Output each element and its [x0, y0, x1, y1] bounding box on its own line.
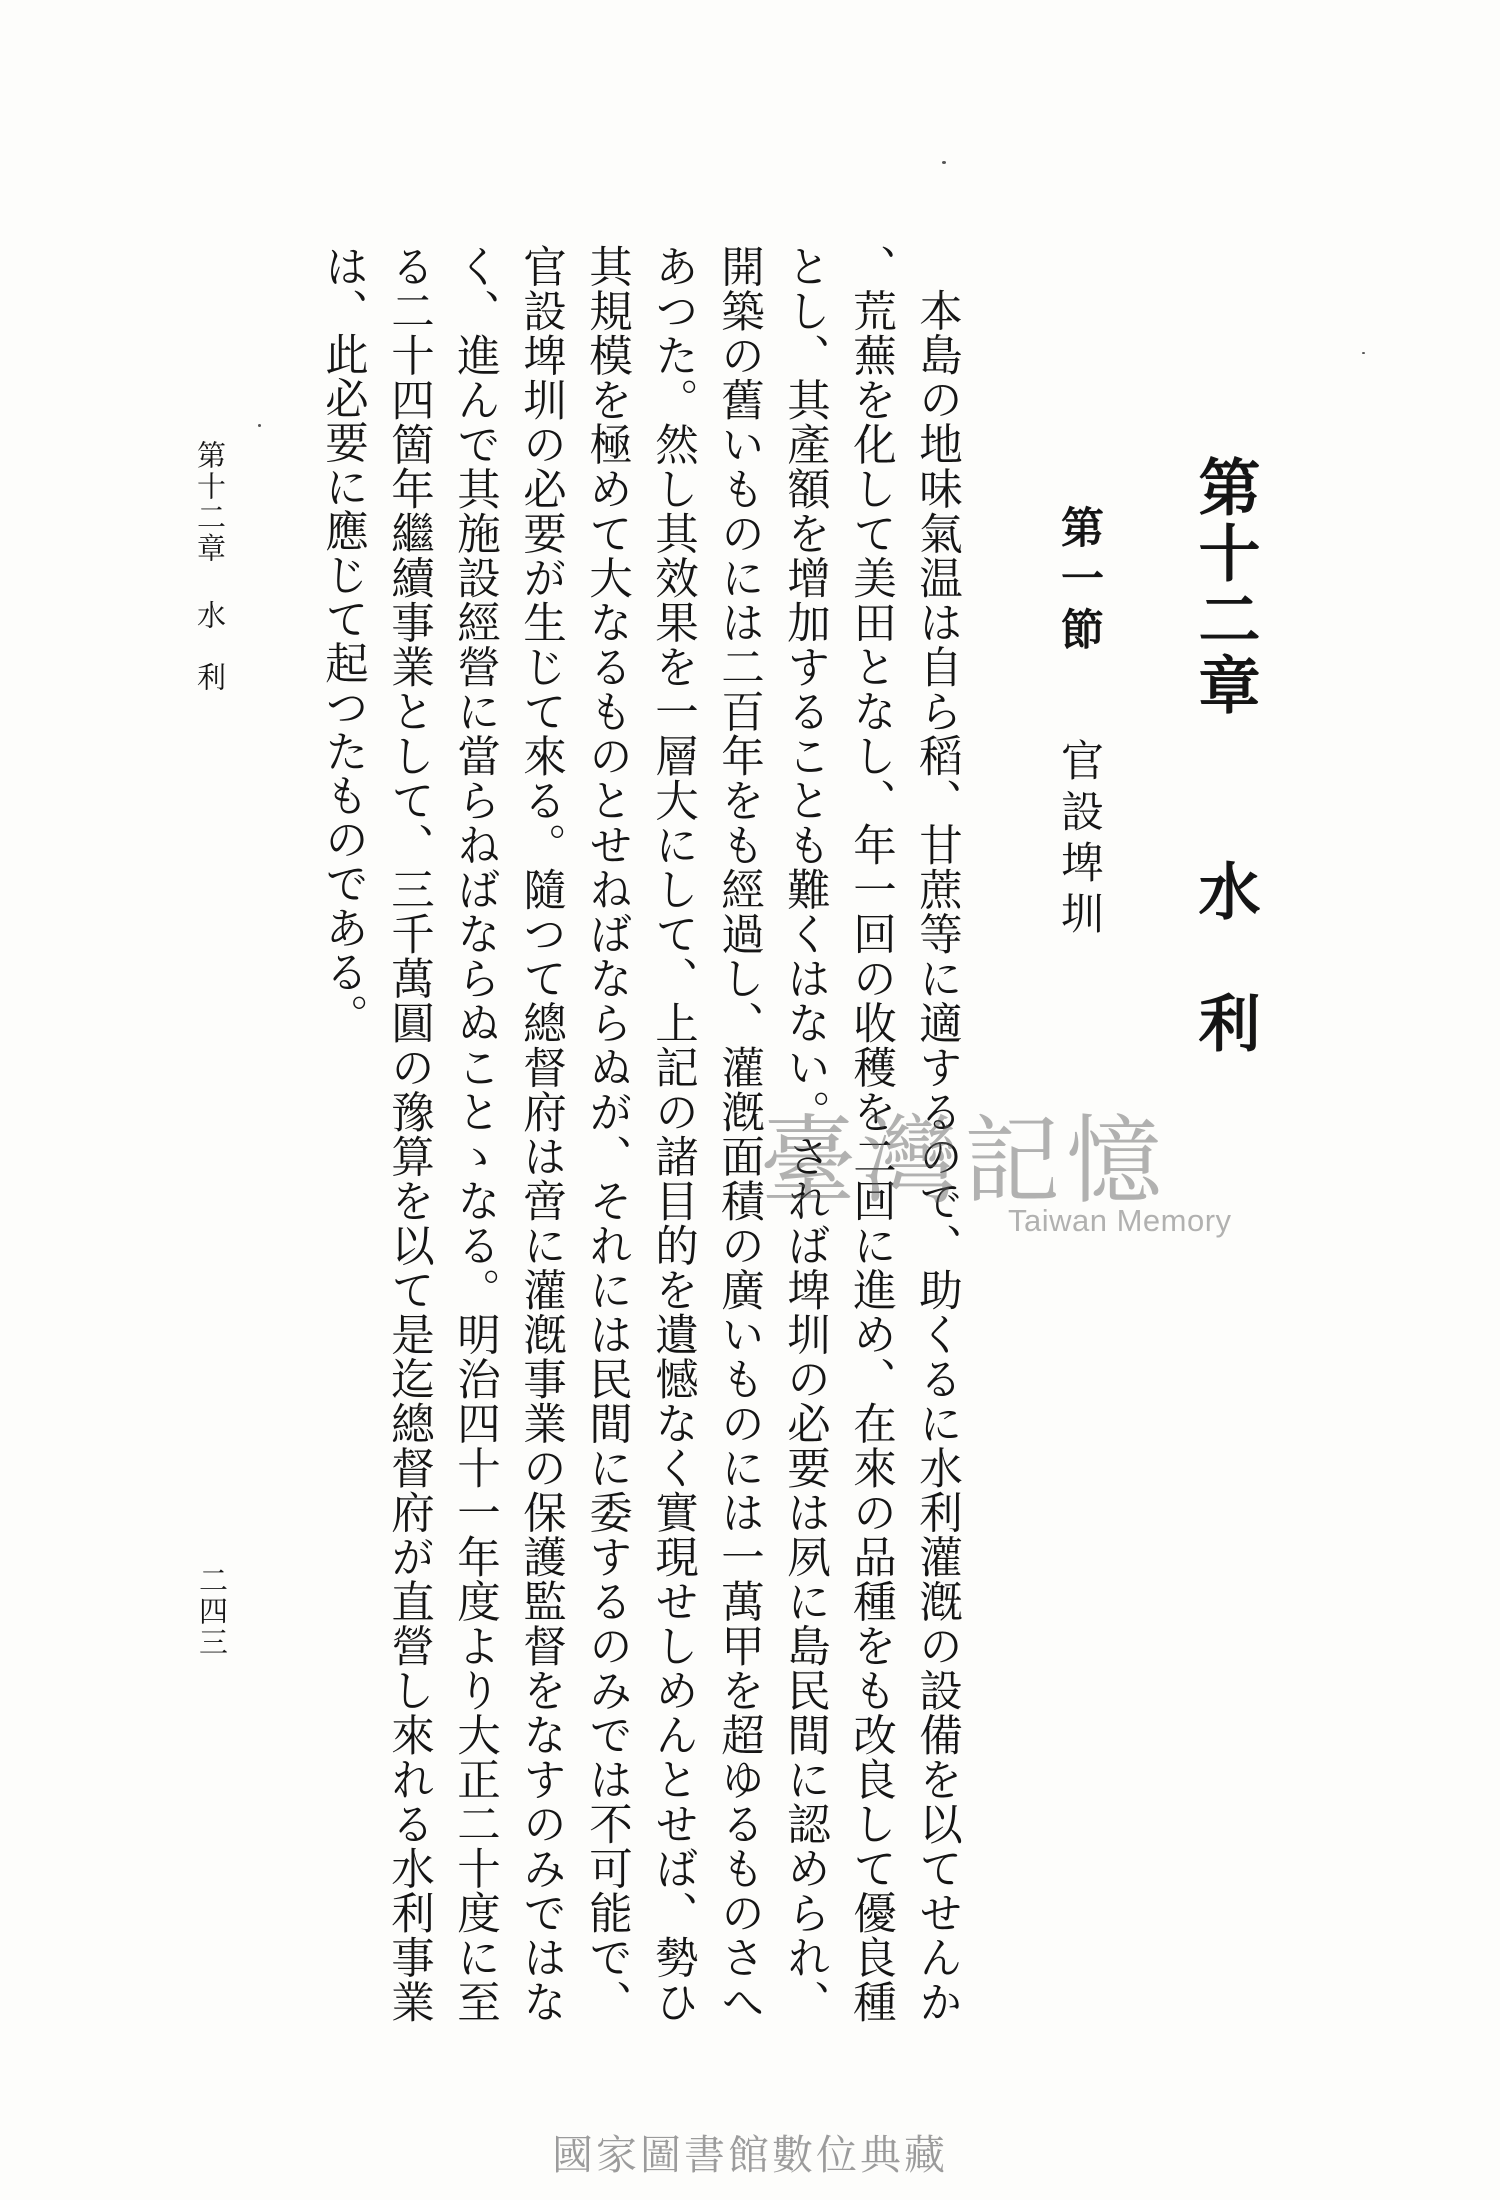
chapter-heading	[1188, 455, 1261, 1057]
section-number: 第一節	[1054, 505, 1104, 658]
running-head-title: 水 利	[193, 600, 227, 693]
scan-speck	[1362, 352, 1365, 354]
page-number: 二四三	[195, 1565, 229, 1658]
body-paragraph	[210, 244, 970, 2024]
chapter-title: 水 利	[1188, 859, 1261, 1057]
section-heading	[1054, 505, 1104, 942]
scan-speck	[942, 161, 946, 164]
chapter-number: 第十二章	[1188, 455, 1261, 719]
running-head	[193, 440, 227, 693]
watermark-chinese: 臺灣記憶	[760, 1105, 1168, 1217]
section-title: 官設埤圳	[1054, 738, 1104, 942]
footer-credit: 國家圖書館數位典藏	[552, 2131, 948, 2179]
scan-speck	[258, 424, 261, 427]
running-head-chapter: 第十二章	[193, 440, 227, 564]
watermark-english: Taiwan Memory	[1008, 1203, 1232, 1238]
body-text: 本島の地味氣温は自ら稻、甘蔗等に適するので、助くるに水利灌漑の設備を以てせんか、荒蕪を化して美田となし、年一回の收穫を二回に進め、在來の品種をも改良して優良種とし、其產額を增加することも難くはない。されば埤圳の必要は夙に島民間に認められ、開築の舊いものには二百年をも經過し、灌漑面積の廣いものには一萬甲を超ゆるものさへあつた。然し其效果を一層大にして、上記の諸目的を遺憾なく實現せしめんとせば、勢ひ其規模を極めて大なるものとせねばならぬが、それには民間に委するのみでは不可能で、官設埤圳の必要が生じて來る。隨つて總督府は啻に灌漑事業の保護監督をなすのみではなく、進んで其施設經營に當らねばならぬことゝなる。明治四十一年度より大正二十度に至る二十四箇年繼續事業として、三千萬圓の豫算を以て是迄總督府が直營し來れる水利事業は、此必要に應じて起つたものである。	[318, 244, 962, 2024]
